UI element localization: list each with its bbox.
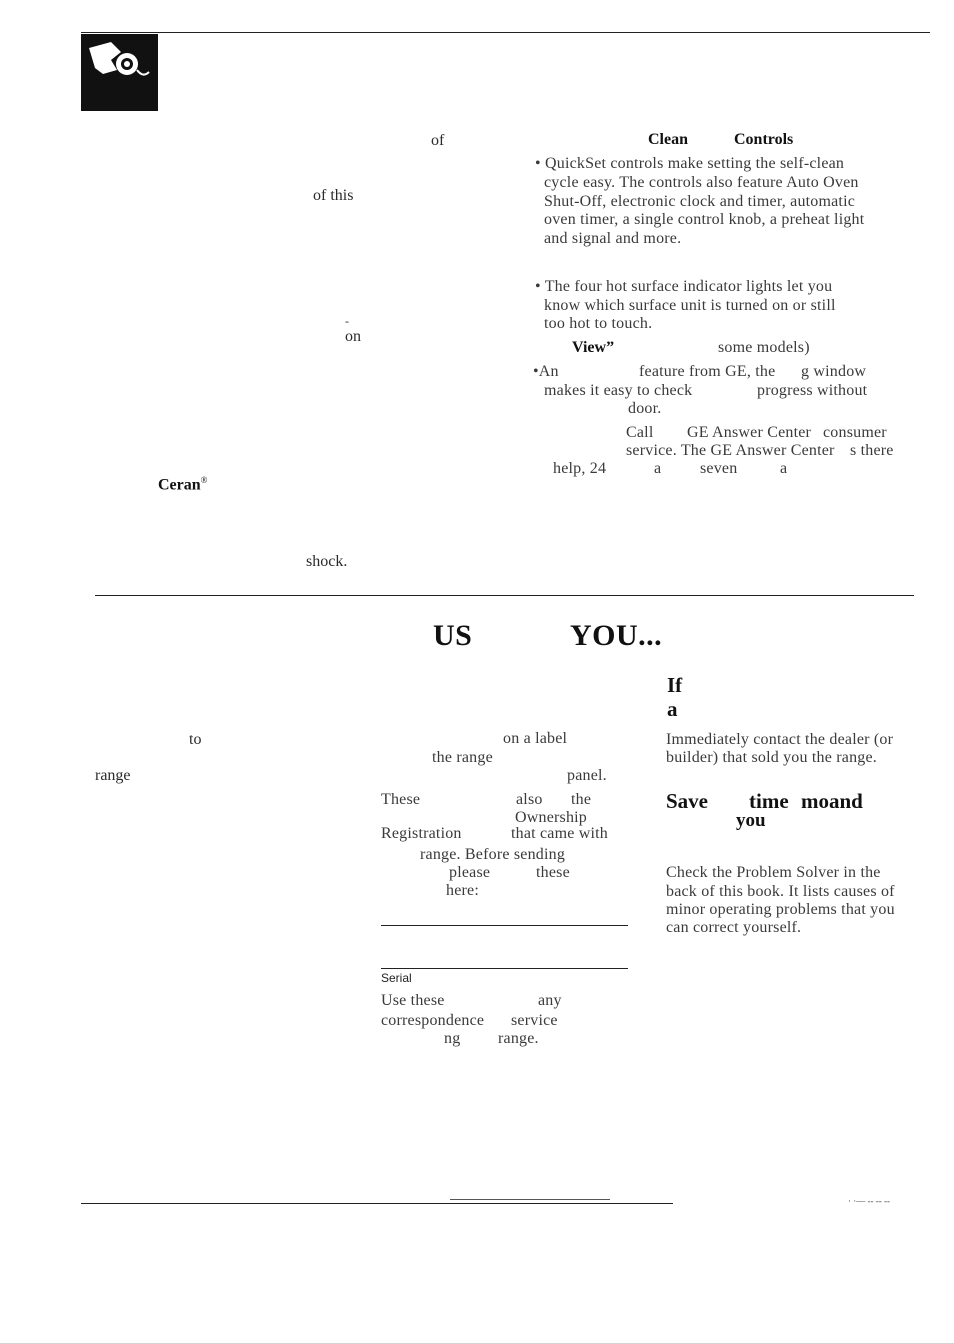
answer-a1: a: [654, 460, 662, 477]
left-fragment-dash: -: [345, 314, 349, 328]
s2-that-came-with: that came with: [511, 825, 608, 842]
s2-panel: panel.: [567, 767, 607, 784]
answer-consumer: consumer: [823, 424, 887, 441]
s2-time-heading: time: [749, 789, 789, 813]
quickset-line-2: cycle easy. The controls also feature Auto Oven: [544, 174, 859, 191]
section-heading-you: YOU...: [570, 619, 663, 652]
top-rule: [81, 32, 930, 33]
quickset-line-4: oven timer, a single control knob, a preheat light: [544, 211, 865, 228]
s2-service: service: [511, 1012, 558, 1029]
answer-ge-answer-center: GE Answer Center: [687, 424, 812, 441]
model-number-line[interactable]: [381, 925, 628, 926]
answer-help24: help, 24: [553, 460, 607, 477]
s2-ng: ng: [444, 1030, 461, 1047]
window-an: •An: [533, 363, 559, 380]
hot-line-2: know which surface unit is turned on or still: [544, 297, 836, 314]
heading-view: View”: [572, 339, 615, 356]
quickset-line-5: and signal and more.: [544, 230, 682, 247]
window-feature-from: feature from GE, the: [639, 363, 776, 380]
s2-any: any: [538, 992, 562, 1009]
s2-the: the: [571, 791, 592, 808]
answer-seven: seven: [700, 460, 738, 477]
s2-registration: Registration: [381, 825, 462, 842]
bottom-rule: [81, 1203, 673, 1204]
hot-line-3: too hot to touch.: [544, 315, 653, 332]
left-fragment-of-this: of this: [313, 187, 354, 204]
s2-also: also: [516, 791, 543, 808]
s2-here: here:: [446, 882, 479, 899]
s2-range-before: range. Before sending: [420, 846, 566, 863]
s2-check-line-3: minor operating problems that you: [666, 901, 895, 918]
s2-left-to: to: [189, 731, 202, 748]
s2-immediately-line-1: Immediately contact the dealer (or: [666, 731, 894, 748]
left-fragment-of: of: [431, 132, 445, 149]
s2-if-heading: If: [667, 673, 683, 697]
window-door: door.: [628, 400, 662, 417]
s2-use-these: Use these: [381, 992, 445, 1009]
ceran-label: [158, 471, 208, 494]
window-progress: progress without: [757, 382, 868, 399]
s2-these2: these: [536, 864, 570, 881]
answer-a2: a: [780, 460, 788, 477]
s2-range-end: range.: [498, 1030, 539, 1047]
left-fragment-shock: shock.: [306, 553, 348, 570]
quickset-line-3: Shut-Off, electronic clock and timer, automatic: [544, 193, 856, 210]
s2-immediately-line-2: builder) that sold you the range.: [666, 749, 877, 766]
bottom-rule-accent: [450, 1199, 610, 1200]
s2-serial-label: Serial: [381, 971, 412, 985]
s2-ownership: Ownership: [515, 809, 588, 826]
section-divider: [95, 595, 914, 596]
s2-these: These: [381, 791, 421, 808]
s2-check-line-4: can correct yourself.: [666, 919, 802, 936]
registered-mark: ®: [200, 475, 208, 485]
serial-number-line[interactable]: [381, 968, 628, 969]
s2-a-heading: a: [667, 697, 678, 721]
s2-moand-heading: moand: [801, 789, 863, 813]
footer-marks: · ·— -- -- --: [848, 1196, 890, 1206]
s2-on-a-label: on a label: [503, 730, 568, 747]
s2-check-line-2: back of this book. It lists causes of: [666, 883, 895, 900]
quickset-line-1: • QuickSet controls make setting the self-clean: [535, 155, 845, 172]
hot-line-1: • The four hot surface indicator lights let you: [535, 278, 833, 295]
s2-check-line-1: Check the Problem Solver in the: [666, 864, 881, 881]
heading-clean: Clean: [648, 131, 688, 148]
answer-sthere: s there: [850, 442, 894, 459]
s2-please: please: [449, 864, 491, 881]
s2-save-heading: Save: [666, 789, 708, 813]
left-fragment-on: on: [345, 328, 361, 345]
window-makes: makes it easy to check: [544, 382, 693, 399]
s2-left-range: range: [95, 767, 131, 784]
s2-correspondence: correspondence: [381, 1012, 485, 1029]
answer-call: Call: [626, 424, 654, 441]
heading-controls: Controls: [734, 131, 794, 148]
appliance-badge-icon: [81, 34, 158, 111]
ceran-text: Ceran: [158, 476, 201, 494]
answer-service: service. The GE Answer Center: [626, 442, 835, 459]
section-heading-us: US: [433, 619, 473, 652]
window-word: g window: [801, 363, 867, 380]
s2-the-range: the range: [432, 749, 493, 766]
s2-you-heading: you: [736, 810, 766, 831]
some-models: some models): [718, 339, 810, 356]
